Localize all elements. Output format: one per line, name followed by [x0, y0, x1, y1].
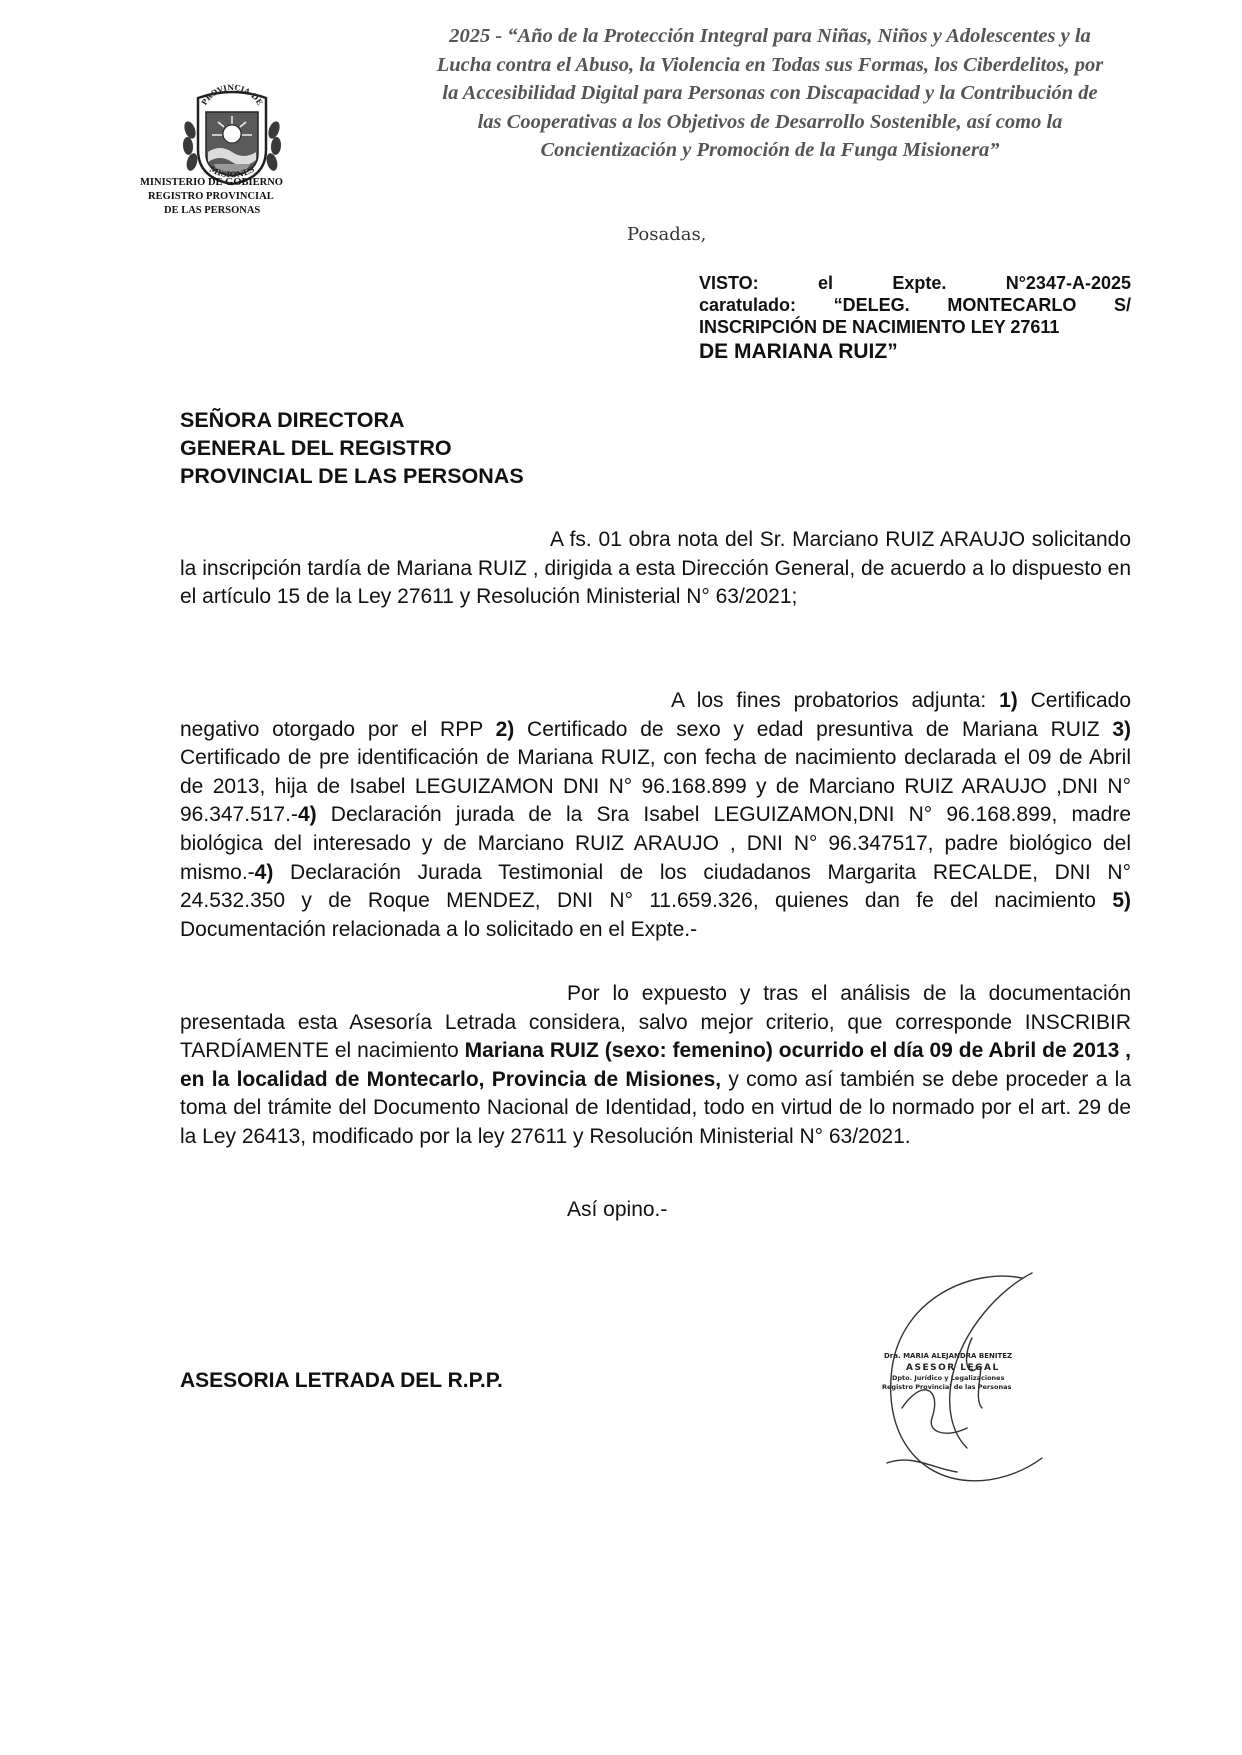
visto-block: [699, 272, 1131, 366]
visto-line: DE MARIANA RUIZ”: [699, 340, 898, 363]
visto-line: INSCRIPCIÓN DE NACIMIENTO LEY 27611: [699, 317, 1060, 337]
addressee-block: [180, 406, 524, 490]
item-number: 4): [297, 803, 317, 827]
paragraph-bold-text: Mariana RUIZ (sexo: femenino) ocurrido el día 09 de Abril de 2013 , en la localidad de Montecarlo, Provincia de Misiones,: [180, 1039, 1132, 1091]
city-date-line: Posadas,: [627, 224, 707, 245]
paragraph-evidence: [180, 687, 1131, 944]
paragraph-text: Declaración Jurada Testimonial de los ciudadanos Margarita RECALDE, DNI N° 24.532.350 y de Roque MENDEZ, DNI N° 11.659.326, quienes dan fe del nacimiento: [180, 860, 1131, 913]
ministry-line-2: REGISTRO PROVINCIAL: [148, 191, 274, 202]
signature-office: ASESORIA LETRADA DEL R.P.P.: [180, 1369, 503, 1392]
year-motto: [420, 22, 1120, 165]
item-number: 5): [1112, 889, 1131, 913]
closing-line: Así opino.-: [567, 1198, 668, 1221]
svg-text:ASESOR LEGAL: ASESOR LEGAL: [906, 1363, 1000, 1373]
addressee-line: PROVINCIAL DE LAS PERSONAS: [180, 464, 524, 488]
addressee-line: GENERAL DEL REGISTRO: [180, 436, 452, 460]
paragraph-text: y como así también se debe proceder a la toma del trámite del Documento Nacional de Identidad, todo en virtud de lo normado por el art. 29 de la Ley 26413, modificado por la ley 27611 y Resolución Ministerial N° 63/2021.: [180, 1067, 1132, 1148]
ministry-line-3: DE LAS PERSONAS: [164, 205, 261, 216]
paragraph-text: Certificado de pre identificación de Mariana RUIZ, con fecha de nacimiento declarada el 09 de Abril de 2013, hija de Isabel LEGUIZAMON DNI N° 96.168.899 y de Marciano RUIZ ARAUJO ,DNI N° 96.347.517.-: [180, 746, 1131, 827]
provincial-seal-emblem: [180, 80, 284, 188]
paragraph-text: Documentación relacionada a lo solicitado en el Expte.-: [180, 917, 698, 941]
paragraph-text: Por lo expuesto y tras el análisis de la documentación presentada esta Asesoría Letrada considera, salvo mejor criterio, que corresponde INSCRIBIR TARDÍAMENTE el nacimiento: [180, 982, 1131, 1063]
ministry-heading: [140, 176, 340, 218]
item-number: 3): [1112, 717, 1132, 741]
visto-line: VISTO: el Expte. N°2347-A-2025: [699, 273, 1131, 293]
svg-text:Dpto. Jurídico y Legalizacione: Dpto. Jurídico y Legalizaciones: [892, 1374, 1005, 1382]
paragraph-request: [180, 526, 1131, 612]
seal-text-bottom: MISIONES: [207, 163, 257, 180]
visto-line: caratulado: “DELEG. MONTECARLO S/: [699, 295, 1131, 315]
motto-line: 2025 - “Año de la Protección Integral para Niñas, Niños y Adolescentes y la: [449, 25, 1091, 47]
motto-line: Lucha contra el Abuso, la Violencia en Todas sus Formas, los Ciberdelitos, por: [436, 53, 1104, 76]
seal-text-top: PROVINCIA DE: [199, 82, 265, 107]
motto-line: la Accesibilidad Digital para Personas con Discapacidad y la Contribución de: [442, 82, 1098, 104]
paragraph-text: Certificado negativo otorgado por el RPP: [180, 689, 1132, 741]
paragraph-opinion: [180, 980, 1131, 1152]
addressee-line: SEÑORA DIRECTORA: [180, 408, 405, 432]
motto-line: Concientización y Promoción de la Funga Misionera”: [540, 139, 1000, 161]
legal-stamp: [882, 1352, 1012, 1391]
paragraph-text: A fs. 01 obra nota del Sr. Marciano RUIZ ARAUJO solicitando la inscripción tardía de Mariana RUIZ , dirigida a esta Dirección General, de acuerdo a lo dispuesto en el artículo 15 de la Ley 27611 y Resolución Ministerial N° 63/2021;: [180, 528, 1131, 609]
svg-text:Registro Provincial de las Per: Registro Provincial de las Personas: [882, 1383, 1012, 1391]
item-number: 2): [495, 717, 515, 741]
svg-text:Dra. MARIA ALEJANDRA BENITEZ: Dra. MARIA ALEJANDRA BENITEZ: [884, 1352, 1013, 1360]
signature-and-stamp: [872, 1258, 1062, 1488]
paragraph-text: Declaración jurada de la Sra Isabel LEGUIZAMON,DNI N° 96.168.899, madre biológica del interesado y de Marciano RUIZ ARAUJO , DNI N° 96.347517, padre biológico del mismo.-: [180, 803, 1131, 884]
paragraph-text: Certificado de sexo y edad presuntiva de Mariana RUIZ: [514, 717, 1113, 741]
ministry-line-1: MINISTERIO DE GOBIERNO: [140, 177, 283, 188]
motto-line: las Cooperativas a los Objetivos de Desarrollo Sostenible, así como la: [477, 110, 1063, 133]
paragraph-text: A los fines probatorios adjunta:: [671, 689, 1000, 712]
item-number: 4): [254, 860, 274, 884]
item-number: 1): [999, 689, 1018, 712]
